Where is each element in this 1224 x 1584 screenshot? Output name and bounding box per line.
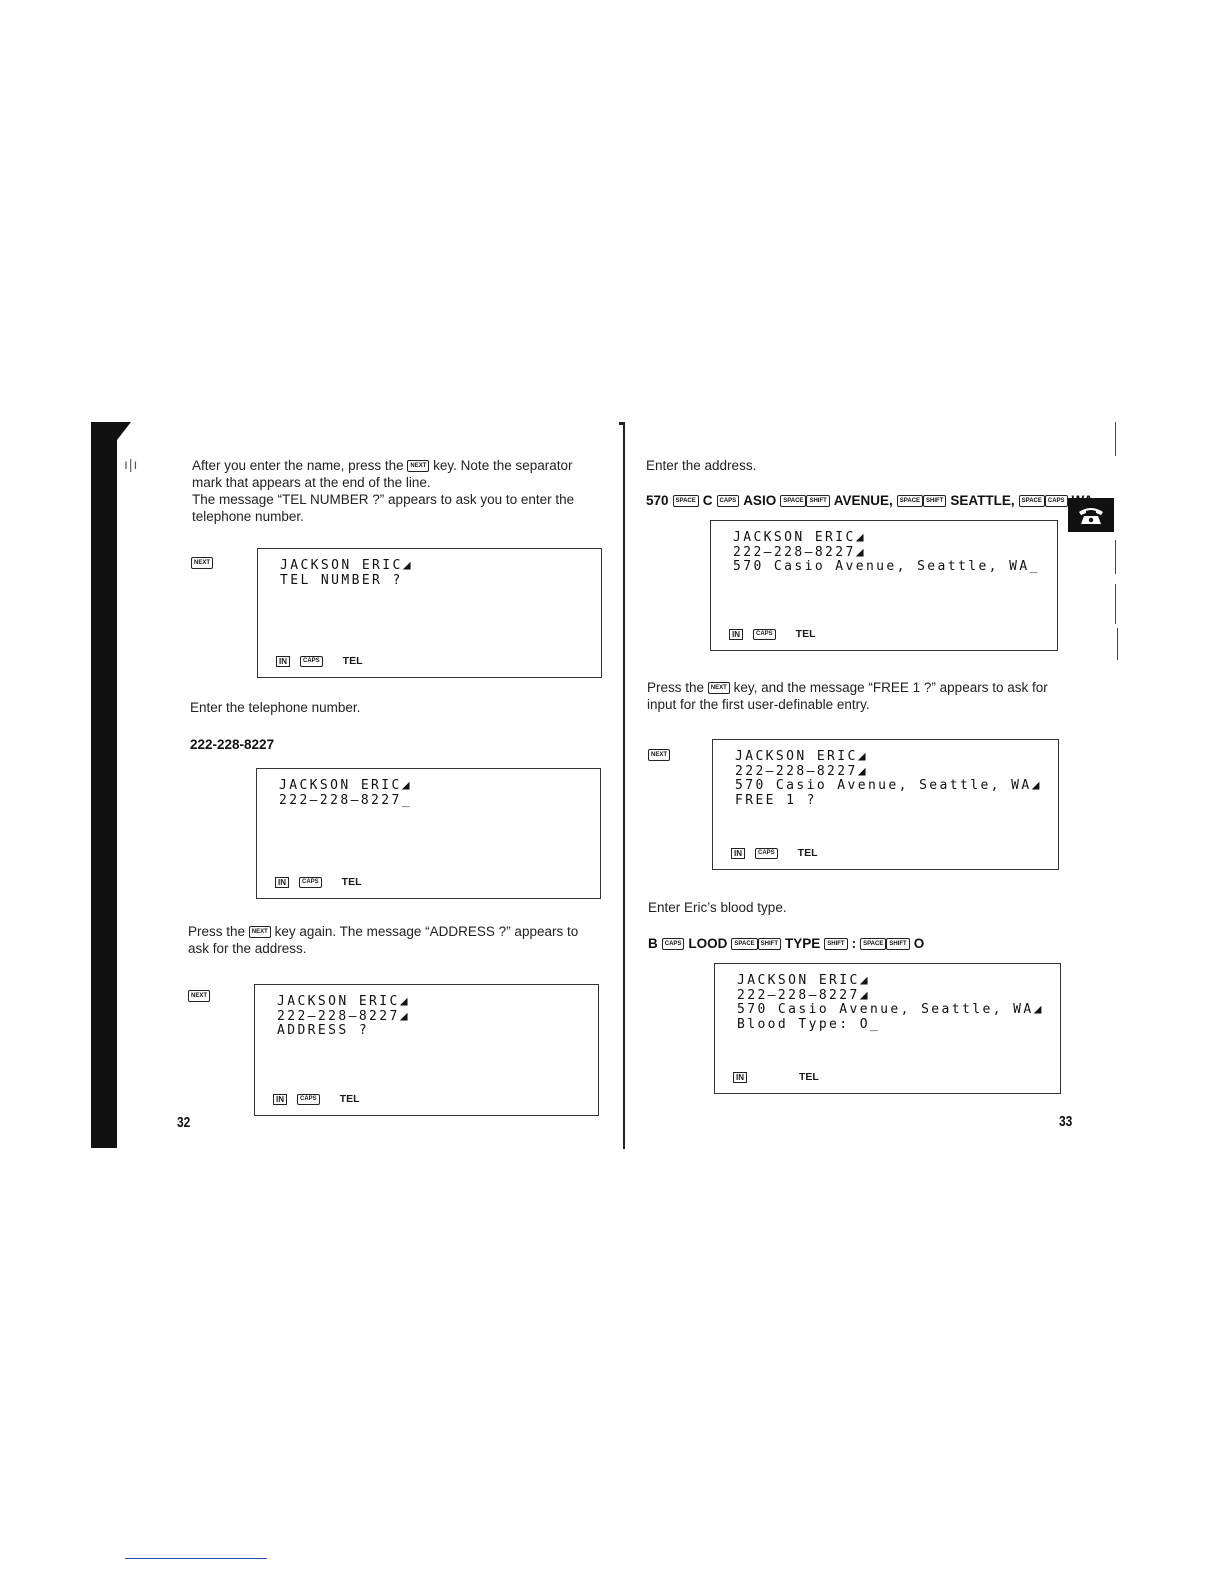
lcd-status-bar — [733, 1071, 819, 1083]
lcd-line: JACKSON ERIC◢ — [277, 994, 410, 1009]
lcd-display — [256, 768, 601, 899]
input-text: LOOD — [688, 936, 728, 951]
next-key-icon: NEXT — [191, 557, 213, 569]
caps-indicator: CAPS — [299, 877, 322, 888]
lcd-line: FREE 1 ? — [735, 792, 817, 808]
lcd-status-bar — [731, 847, 818, 859]
input-text: SEATTLE, — [950, 493, 1015, 508]
key-input-sequence — [646, 493, 1093, 508]
space-key-icon: SPACE — [731, 938, 757, 950]
lcd-line: JACKSON ERIC◢ — [280, 558, 413, 573]
shift-key-icon: SHIFT — [806, 495, 829, 507]
space-key-icon: SPACE — [860, 938, 886, 950]
footer-rule — [125, 1558, 267, 1559]
right-edge-mark — [1115, 540, 1116, 574]
next-key-icon: NEXT — [188, 990, 210, 1002]
step-text: Press the — [647, 680, 705, 695]
telephone-icon-graphic — [1076, 503, 1106, 527]
caps-key-icon: CAPS — [1045, 495, 1068, 507]
intro-text: key. Note the separator mark that appears at the end of the line. — [192, 458, 573, 490]
step-text: Enter the address. — [646, 458, 757, 473]
lcd-line: JACKSON ERIC◢ — [279, 778, 412, 793]
page-edge-tick — [117, 422, 131, 440]
space-key-icon: SPACE — [673, 495, 699, 507]
page-number: 33 — [1059, 1113, 1073, 1130]
lcd-line: JACKSON ERIC◢ — [737, 973, 870, 988]
input-text: O — [913, 936, 925, 951]
lcd-status-bar — [729, 628, 816, 640]
lcd-line: 222–228–8227◢ — [737, 987, 870, 1003]
step-paragraph — [188, 923, 602, 957]
lcd-line: 570 Casio Avenue, Seattle, WA◢ — [735, 778, 1042, 793]
tel-indicator: TEL — [339, 1093, 360, 1105]
page-number: 32 — [177, 1114, 191, 1131]
lcd-line: 222–228–8227◢ — [735, 763, 868, 779]
step-paragraph — [647, 679, 1061, 713]
shift-key-icon: SHIFT — [923, 495, 946, 507]
telephone-icon — [1068, 498, 1114, 532]
lcd-line: Blood Type: O_ — [737, 1016, 881, 1032]
page-edge-bar — [91, 422, 117, 1148]
intro-text: The message “TEL NUMBER ?” appears to ask you to enter the telephone number. — [192, 492, 575, 524]
in-indicator: IN — [733, 1072, 747, 1083]
tel-indicator: TEL — [342, 655, 363, 667]
input-text: ASIO — [743, 493, 777, 508]
right-edge-mark — [1117, 628, 1118, 660]
lcd-line: 570 Casio Avenue, Seattle, WA_ — [733, 559, 1040, 574]
in-indicator: IN — [273, 1094, 287, 1105]
step-text: Enter the telephone number. — [190, 700, 361, 715]
step-text: Press the — [188, 924, 246, 939]
intro-paragraph — [192, 457, 604, 525]
caps-indicator: CAPS — [753, 629, 776, 640]
lcd-status-bar — [276, 655, 363, 667]
lcd-display — [714, 963, 1061, 1094]
lcd-line: TEL NUMBER ? — [280, 572, 403, 588]
caps-indicator: CAPS — [300, 656, 323, 667]
shift-key-icon: SHIFT — [758, 938, 781, 950]
caps-indicator: CAPS — [297, 1094, 320, 1105]
next-key-icon: NEXT — [648, 749, 670, 761]
right-edge-mark — [1115, 584, 1116, 624]
lcd-display — [712, 739, 1059, 870]
lcd-line: 222–228–8227◢ — [733, 544, 866, 560]
step-text: key, and the message “FREE 1 ?” appears to ask for input for the first user-definable entry. — [647, 680, 1048, 712]
shift-key-icon: SHIFT — [886, 938, 909, 950]
input-text: C — [702, 493, 713, 508]
in-indicator: IN — [731, 848, 745, 859]
next-key-icon: NEXT — [708, 682, 730, 694]
lcd-display — [254, 984, 599, 1116]
space-key-icon: SPACE — [897, 495, 923, 507]
book-spine — [623, 422, 625, 1149]
caps-indicator: CAPS — [755, 848, 778, 859]
intro-text: After you enter the name, press the — [192, 458, 404, 473]
lcd-status-bar — [275, 876, 362, 888]
tel-indicator: TEL — [799, 1071, 819, 1083]
step-text: Enter Eric’s blood type. — [648, 900, 787, 915]
lcd-line: JACKSON ERIC◢ — [733, 530, 866, 545]
caps-key-icon: CAPS — [662, 938, 685, 950]
input-text: AVENUE, — [833, 493, 893, 508]
lcd-status-bar — [273, 1093, 360, 1105]
space-key-icon: SPACE — [780, 495, 806, 507]
lcd-line: 222–228–8227◢ — [277, 1008, 410, 1024]
input-text: 570 — [646, 493, 669, 508]
lcd-line: ADDRESS ? — [277, 1023, 370, 1038]
right-edge-mark — [1115, 422, 1116, 456]
tel-indicator: TEL — [341, 876, 362, 888]
input-text: B — [648, 936, 658, 951]
tel-indicator: TEL — [797, 847, 818, 859]
lcd-display — [710, 520, 1058, 651]
key-input-sequence: 222-228-8227 — [190, 737, 275, 752]
in-indicator: IN — [275, 877, 289, 888]
next-key-icon: NEXT — [249, 926, 271, 938]
lcd-display — [257, 548, 602, 678]
in-indicator: IN — [729, 629, 743, 640]
input-text: TYPE — [785, 936, 821, 951]
in-indicator: IN — [276, 656, 290, 667]
next-key-icon: NEXT — [407, 460, 429, 472]
step-text: key again. The message “ADDRESS ?” appears to ask for the address. — [188, 924, 579, 956]
lcd-line: 222–228–8227_ — [279, 792, 412, 808]
margin-marks: ı|ı — [124, 456, 139, 472]
lcd-line: JACKSON ERIC◢ — [735, 749, 868, 764]
space-key-icon: SPACE — [1019, 495, 1045, 507]
input-text: : — [851, 936, 857, 951]
lcd-line: 570 Casio Avenue, Seattle, WA◢ — [737, 1002, 1044, 1017]
key-input-sequence — [648, 936, 924, 951]
shift-key-icon: SHIFT — [824, 938, 847, 950]
tel-indicator: TEL — [795, 628, 816, 640]
caps-key-icon: CAPS — [717, 495, 740, 507]
